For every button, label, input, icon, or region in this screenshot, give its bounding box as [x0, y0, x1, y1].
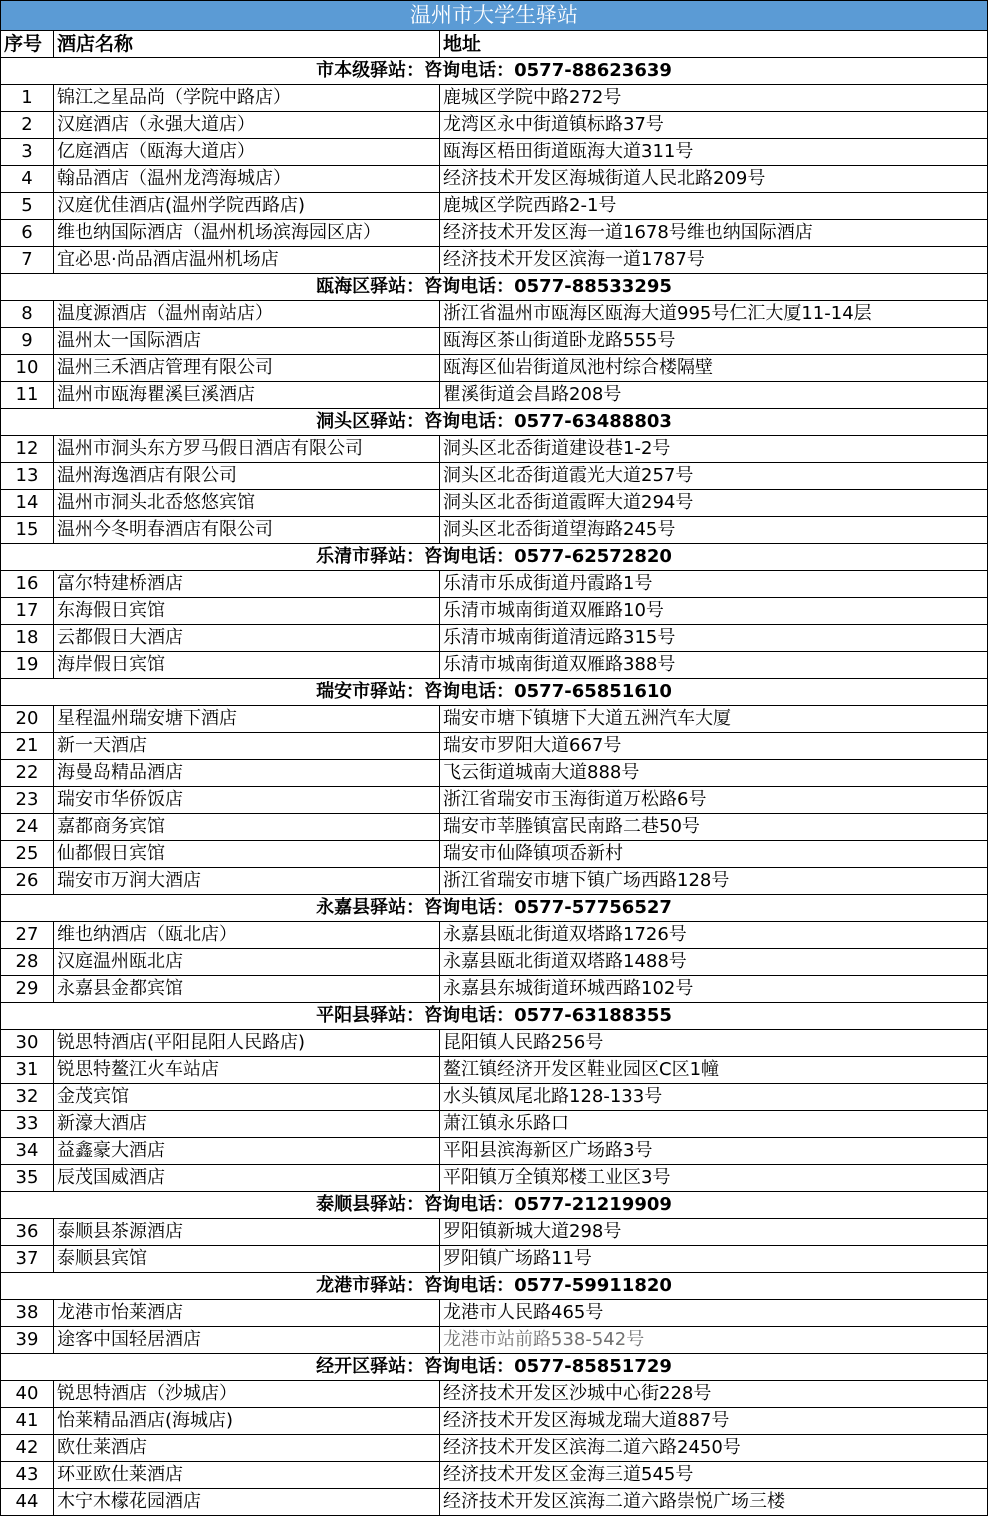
- hotel-name: 温州今冬明春酒店有限公司: [54, 517, 440, 544]
- table-row: [1, 652, 988, 679]
- hotel-name: 锐思特酒店(平阳昆阳人民路店): [54, 1030, 440, 1057]
- section-heading-row: [1, 679, 988, 706]
- hotel-name: 途客中国轻居酒店: [54, 1327, 440, 1354]
- hotel-address: 经济技术开发区滨海二道六路崇悦广场三楼: [440, 1489, 988, 1516]
- table-row: [1, 139, 988, 166]
- row-index: 15: [1, 517, 54, 544]
- hotel-name: 富尔特建桥酒店: [54, 571, 440, 598]
- hotel-address: 经济技术开发区滨海二道六路2450号: [440, 1435, 988, 1462]
- row-index: 21: [1, 733, 54, 760]
- hotel-name: 温州市洞头东方罗马假日酒店有限公司: [54, 436, 440, 463]
- row-index: 38: [1, 1300, 54, 1327]
- table-row: [1, 733, 988, 760]
- hotel-address: 乐清市城南街道清远路315号: [440, 625, 988, 652]
- hotel-name: 宜必思·尚品酒店温州机场店: [54, 247, 440, 274]
- hotel-address: 罗阳镇广场路11号: [440, 1246, 988, 1273]
- row-index: 1: [1, 85, 54, 112]
- hotel-address: 经济技术开发区滨海一道1787号: [440, 247, 988, 274]
- row-index: 13: [1, 463, 54, 490]
- row-index: 6: [1, 220, 54, 247]
- row-index: 24: [1, 814, 54, 841]
- hotel-name: 维也纳国际酒店（温州机场滨海园区店）: [54, 220, 440, 247]
- header-index: 序号: [1, 31, 54, 58]
- hotel-name: 新濠大酒店: [54, 1111, 440, 1138]
- hotel-name: 金茂宾馆: [54, 1084, 440, 1111]
- table-row: [1, 220, 988, 247]
- hotel-name: 泰顺县宾馆: [54, 1246, 440, 1273]
- hotel-address: 鳌江镇经济开发区鞋业园区C区1幢: [440, 1057, 988, 1084]
- table-row: [1, 112, 988, 139]
- hotel-name: 星程温州瑞安塘下酒店: [54, 706, 440, 733]
- table-row: [1, 1489, 988, 1516]
- table-row: [1, 328, 988, 355]
- hotel-address: 瑞安市罗阳大道667号: [440, 733, 988, 760]
- hotel-address: 乐清市乐成街道丹霞路1号: [440, 571, 988, 598]
- hotel-address: 平阳镇万全镇郑楼工业区3号: [440, 1165, 988, 1192]
- row-index: 28: [1, 949, 54, 976]
- row-index: 2: [1, 112, 54, 139]
- table-row: [1, 1084, 988, 1111]
- hotel-address: 乐清市城南街道双雁路10号: [440, 598, 988, 625]
- hotel-name: 东海假日宾馆: [54, 598, 440, 625]
- hotel-address: 浙江省温州市瓯海区瓯海大道995号仁汇大厦11-14层: [440, 301, 988, 328]
- row-index: 31: [1, 1057, 54, 1084]
- row-index: 14: [1, 490, 54, 517]
- row-index: 30: [1, 1030, 54, 1057]
- row-index: 44: [1, 1489, 54, 1516]
- hotel-name: 锐思特酒店（沙城店）: [54, 1381, 440, 1408]
- row-index: 39: [1, 1327, 54, 1354]
- hotel-name: 云都假日大酒店: [54, 625, 440, 652]
- hotel-address: 永嘉县瓯北街道双塔路1726号: [440, 922, 988, 949]
- hotel-address: 洞头区北岙街道霞光大道257号: [440, 463, 988, 490]
- hotel-name: 锦江之星品尚（学院中路店）: [54, 85, 440, 112]
- row-index: 7: [1, 247, 54, 274]
- hotel-name: 温州海逸酒店有限公司: [54, 463, 440, 490]
- row-index: 36: [1, 1219, 54, 1246]
- hotel-name: 瑞安市华侨饭店: [54, 787, 440, 814]
- section-heading: 平阳县驿站：咨询电话：0577-63188355: [1, 1003, 988, 1030]
- hotel-address: 永嘉县东城街道环城西路102号: [440, 976, 988, 1003]
- table-row: [1, 1462, 988, 1489]
- section-heading: 泰顺县驿站：咨询电话：0577-21219909: [1, 1192, 988, 1219]
- section-heading-row: [1, 1192, 988, 1219]
- hotel-address: 昆阳镇人民路256号: [440, 1030, 988, 1057]
- hotel-name: 汉庭酒店（永强大道店）: [54, 112, 440, 139]
- table-row: [1, 1246, 988, 1273]
- hotel-name: 辰茂国威酒店: [54, 1165, 440, 1192]
- hotel-address: 鹿城区学院西路2-1号: [440, 193, 988, 220]
- table-row: [1, 1327, 988, 1354]
- row-index: 19: [1, 652, 54, 679]
- row-index: 42: [1, 1435, 54, 1462]
- hotel-address: 飞云街道城南大道888号: [440, 760, 988, 787]
- hotel-address: 龙湾区永中街道镇标路37号: [440, 112, 988, 139]
- row-index: 8: [1, 301, 54, 328]
- table-row: [1, 868, 988, 895]
- table-row: [1, 922, 988, 949]
- hotel-address: 平阳县滨海新区广场路3号: [440, 1138, 988, 1165]
- row-index: 25: [1, 841, 54, 868]
- hotel-address: 洞头区北岙街道望海路245号: [440, 517, 988, 544]
- section-heading-row: [1, 1273, 988, 1300]
- table-row: [1, 760, 988, 787]
- row-index: 26: [1, 868, 54, 895]
- hotel-name: 锐思特鳌江火车站店: [54, 1057, 440, 1084]
- hotel-name: 瑞安市万润大酒店: [54, 868, 440, 895]
- row-index: 17: [1, 598, 54, 625]
- row-index: 33: [1, 1111, 54, 1138]
- hotel-address: 瓯海区梧田街道瓯海大道311号: [440, 139, 988, 166]
- hotel-name: 翰品酒店（温州龙湾海城店）: [54, 166, 440, 193]
- hotel-address: 洞头区北岙街道建设巷1-2号: [440, 436, 988, 463]
- section-heading-row: [1, 895, 988, 922]
- row-index: 20: [1, 706, 54, 733]
- hotel-name: 汉庭优佳酒店(温州学院西路店): [54, 193, 440, 220]
- table-row: [1, 571, 988, 598]
- table-row: [1, 1057, 988, 1084]
- hotel-name: 海曼岛精品酒店: [54, 760, 440, 787]
- row-index: 43: [1, 1462, 54, 1489]
- table-row: [1, 85, 988, 112]
- hotel-address: 瑞安市塘下镇塘下大道五洲汽车大厦: [440, 706, 988, 733]
- table-row: [1, 1138, 988, 1165]
- hotel-address: 鹿城区学院中路272号: [440, 85, 988, 112]
- row-index: 22: [1, 760, 54, 787]
- table-row: [1, 436, 988, 463]
- hotel-address: 瞿溪街道会昌路208号: [440, 382, 988, 409]
- hotel-address: 经济技术开发区金海三道545号: [440, 1462, 988, 1489]
- row-index: 35: [1, 1165, 54, 1192]
- row-index: 37: [1, 1246, 54, 1273]
- hotel-name: 仙都假日宾馆: [54, 841, 440, 868]
- table-row: [1, 1381, 988, 1408]
- hotel-address: 瓯海区茶山街道卧龙路555号: [440, 328, 988, 355]
- section-heading: 市本级驿站：咨询电话：0577-88623639: [1, 58, 988, 85]
- row-index: 4: [1, 166, 54, 193]
- hotel-address: 水头镇凤尾北路128-133号: [440, 1084, 988, 1111]
- row-index: 5: [1, 193, 54, 220]
- row-index: 34: [1, 1138, 54, 1165]
- section-heading-row: [1, 544, 988, 571]
- hotel-address: 洞头区北岙街道霞晖大道294号: [440, 490, 988, 517]
- hotel-address: 经济技术开发区海城龙瑞大道887号: [440, 1408, 988, 1435]
- table-row: [1, 976, 988, 1003]
- title-row: [1, 1, 988, 31]
- row-index: 18: [1, 625, 54, 652]
- table-row: [1, 382, 988, 409]
- section-heading: 乐清市驿站：咨询电话：0577-62572820: [1, 544, 988, 571]
- hotel-name: 温州市瓯海瞿溪巨溪酒店: [54, 382, 440, 409]
- row-index: 3: [1, 139, 54, 166]
- row-index: 41: [1, 1408, 54, 1435]
- hotel-name: 海岸假日宾馆: [54, 652, 440, 679]
- hotel-name: 温州市洞头北岙悠悠宾馆: [54, 490, 440, 517]
- sheet-title: 温州市大学生驿站: [1, 1, 988, 31]
- hotel-address: 瓯海区仙岩街道凤池村综合楼隔壁: [440, 355, 988, 382]
- hotel-name: 汉庭温州瓯北店: [54, 949, 440, 976]
- table-row: [1, 1435, 988, 1462]
- section-heading-row: [1, 1354, 988, 1381]
- table-row: [1, 1300, 988, 1327]
- hotel-address: 瑞安市莘塍镇富民南路二巷50号: [440, 814, 988, 841]
- hotel-name: 新一天酒店: [54, 733, 440, 760]
- row-index: 16: [1, 571, 54, 598]
- section-heading: 龙港市驿站：咨询电话：0577-59911820: [1, 1273, 988, 1300]
- section-heading: 经开区驿站：咨询电话：0577-85851729: [1, 1354, 988, 1381]
- section-heading-row: [1, 58, 988, 85]
- section-heading: 洞头区驿站：咨询电话：0577-63488803: [1, 409, 988, 436]
- hotel-name: 益鑫豪大酒店: [54, 1138, 440, 1165]
- hotel-address: 龙港市人民路465号: [440, 1300, 988, 1327]
- table-row: [1, 301, 988, 328]
- table-row: [1, 193, 988, 220]
- row-index: 9: [1, 328, 54, 355]
- table-row: [1, 1030, 988, 1057]
- row-index: 11: [1, 382, 54, 409]
- row-index: 27: [1, 922, 54, 949]
- hotel-name: 欧仕莱酒店: [54, 1435, 440, 1462]
- header-hotel-name: 酒店名称: [54, 31, 440, 58]
- table-row: [1, 490, 988, 517]
- row-index: 10: [1, 355, 54, 382]
- hotel-name: 嘉都商务宾馆: [54, 814, 440, 841]
- table-row: [1, 1165, 988, 1192]
- hotel-name: 木宁木檬花园酒店: [54, 1489, 440, 1516]
- hotel-address: 浙江省瑞安市玉海街道万松路6号: [440, 787, 988, 814]
- table-row: [1, 625, 988, 652]
- table-row: [1, 706, 988, 733]
- section-heading-row: [1, 1003, 988, 1030]
- row-index: 32: [1, 1084, 54, 1111]
- hotel-address: 经济技术开发区沙城中心街228号: [440, 1381, 988, 1408]
- hotel-name: 亿庭酒店（瓯海大道店）: [54, 139, 440, 166]
- table-row: [1, 949, 988, 976]
- table-row: [1, 355, 988, 382]
- header-row: [1, 31, 988, 58]
- section-heading: 瑞安市驿站：咨询电话：0577-65851610: [1, 679, 988, 706]
- section-heading: 永嘉县驿站：咨询电话：0577-57756527: [1, 895, 988, 922]
- hotel-address: 乐清市城南街道双雁路388号: [440, 652, 988, 679]
- hotel-address: 经济技术开发区海一道1678号维也纳国际酒店: [440, 220, 988, 247]
- row-index: 23: [1, 787, 54, 814]
- hotel-name: 维也纳酒店（瓯北店）: [54, 922, 440, 949]
- section-heading-row: [1, 409, 988, 436]
- hotel-address: 罗阳镇新城大道298号: [440, 1219, 988, 1246]
- row-index: 12: [1, 436, 54, 463]
- hotel-name: 怡莱精品酒店(海城店): [54, 1408, 440, 1435]
- hotel-name: 泰顺县茶源酒店: [54, 1219, 440, 1246]
- table-row: [1, 1219, 988, 1246]
- hotel-address: 龙港市站前路538-542号: [440, 1327, 988, 1354]
- table-row: [1, 814, 988, 841]
- hotel-address: 永嘉县瓯北街道双塔路1488号: [440, 949, 988, 976]
- hotel-address: 浙江省瑞安市塘下镇广场西路128号: [440, 868, 988, 895]
- hotel-address: 经济技术开发区海城街道人民北路209号: [440, 166, 988, 193]
- table-row: [1, 247, 988, 274]
- table-row: [1, 463, 988, 490]
- hotel-address: 萧江镇永乐路口: [440, 1111, 988, 1138]
- hotel-name: 永嘉县金都宾馆: [54, 976, 440, 1003]
- table-row: [1, 1408, 988, 1435]
- row-index: 40: [1, 1381, 54, 1408]
- section-heading: 瓯海区驿站：咨询电话：0577-88533295: [1, 274, 988, 301]
- hotel-address: 瑞安市仙降镇项岙新村: [440, 841, 988, 868]
- table-row: [1, 787, 988, 814]
- header-address: 地址: [440, 31, 988, 58]
- hotel-name: 龙港市怡莱酒店: [54, 1300, 440, 1327]
- table-row: [1, 166, 988, 193]
- table-row: [1, 517, 988, 544]
- section-heading-row: [1, 274, 988, 301]
- hotel-name: 温州太一国际酒店: [54, 328, 440, 355]
- hotel-name: 温州三禾酒店管理有限公司: [54, 355, 440, 382]
- hotel-name: 环亚欧仕莱酒店: [54, 1462, 440, 1489]
- table-row: [1, 1111, 988, 1138]
- hotel-name: 温度源酒店（温州南站店）: [54, 301, 440, 328]
- row-index: 29: [1, 976, 54, 1003]
- table-row: [1, 841, 988, 868]
- table-row: [1, 598, 988, 625]
